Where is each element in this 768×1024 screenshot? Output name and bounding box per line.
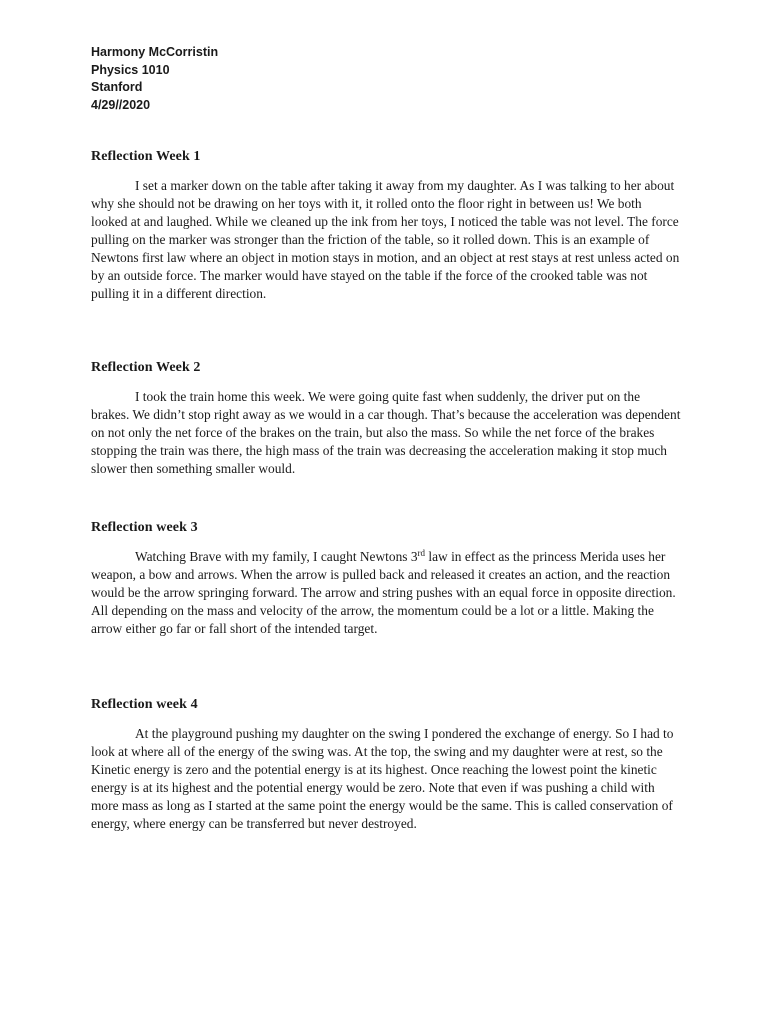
section-heading: Reflection Week 2 <box>91 360 201 375</box>
section-heading: Reflection week 3 <box>91 520 198 535</box>
section-body: At the playground pushing my daughter on the swing I pondered the exchange of energy. So I had to look at where all of the energy of the swing was. At the top, the swing and my daughter were at rest, so the Kinetic energy is zero and the potential energy is at its highest. Once reaching the lowest point the kinetic energy is at its highest and the potential energy would be zero. Note that even if was pushing a child with more mass as long as I started at the same point the energy would be the same. This is called conservation of energy, where energy can be transferred but never destroyed. <box>91 726 674 831</box>
author-name: Harmony McCorristin <box>91 45 219 59</box>
ordinal-superscript: rd <box>417 548 426 558</box>
section-body: I took the train home this week. We were going quite fast when suddenly, the driver put on the brakes. We didn’t stop right away as we would in a car though. That’s because the acceleration was dependent on not only the net force of the brakes on the train, but also the mass. So while the net force of the brakes stopping the train was there, the high mass of the train was decreasing the acceleration making it stop much slower then something smaller would. <box>91 389 681 476</box>
course-name: Physics 1010 <box>91 62 170 77</box>
section-body: I set a marker down on the table after taking it away from my daughter. As I was talking to her about why she should not be drawing on her toys with it, it rolled onto the floor right in between us! We both looked at and laughed. While we cleaned up the ink from her toys, I noticed the table was not level. The force pulling on the marker was stronger than the friction of the table, so it rolled down. This is an example of Newtons first law where an object in motion stays in motion, and an object at rest stays at rest unless acted on by an outside force. The marker would have stayed on the table if the force of the crooked table was not pulling it in a different direction. <box>91 178 680 301</box>
reflection-section-week-4 <box>91 696 681 833</box>
section-body-text: Watching Brave with my family, I caught Newtons 3 <box>135 549 418 564</box>
reflection-section-week-2 <box>91 359 681 478</box>
document-header <box>91 44 681 114</box>
document-date: 4/29//2020 <box>91 97 151 112</box>
section-body <box>91 548 681 638</box>
document-page <box>91 44 681 831</box>
section-heading: Reflection week 4 <box>91 697 198 712</box>
reflection-section-week-3 <box>91 519 681 638</box>
section-heading: Reflection Week 1 <box>91 149 201 164</box>
school-name: Stanford <box>91 80 143 94</box>
reflection-section-week-1 <box>91 148 681 303</box>
section-body-text-continued: law in effect as the princess Merida uses her weapon, a bow and arrows. When the arrow is pulled back and released it creates an action, and the reaction would be the arrow springing forward. The arrow and string pushes with an equal force in opposite direction. All depending on the mass and velocity of the arrow, the momentum could be a lot or a little. Making the arrow either go far or fall short of the intended target. <box>91 549 676 636</box>
